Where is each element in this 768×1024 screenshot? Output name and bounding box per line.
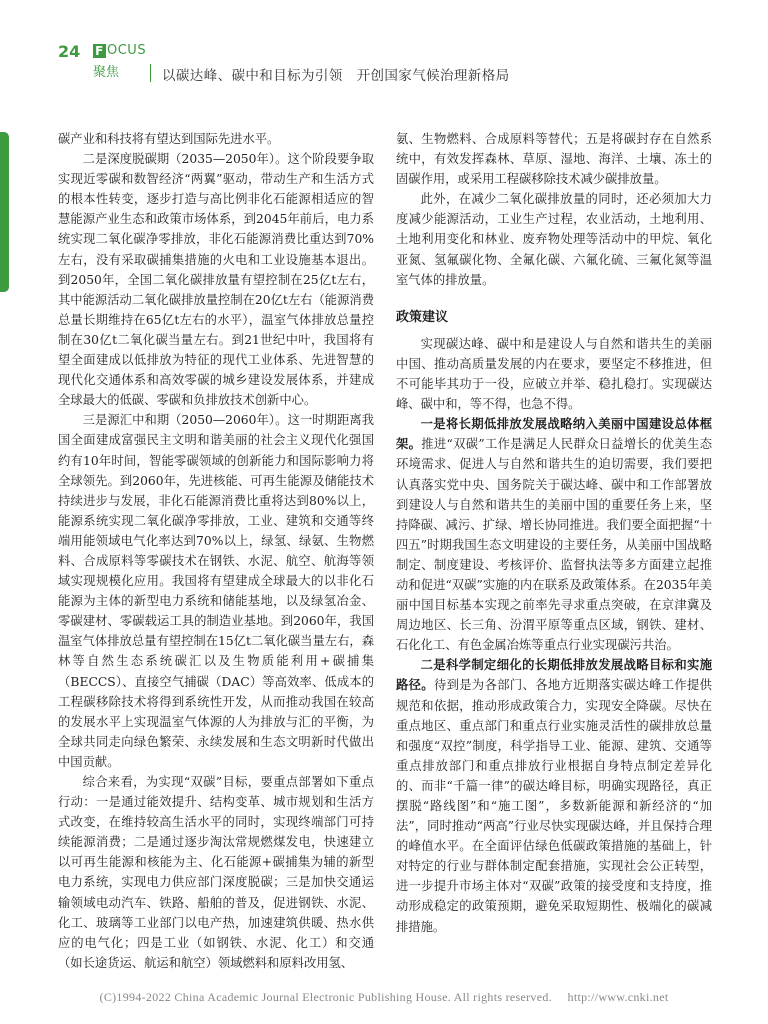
column-brand [93,44,146,80]
paragraph: 实现碳达峰、碳中和是建设人与自然和谐共生的美丽中国、推动高质量发展的内在要求，要坚定不移推进，但不可能毕其功于一役，应破立并举、稳扎稳打。实现碳达峰、碳中和，等不得，也急不得。 [396,336,712,412]
paragraph-lead: 一是将长期低排放发展战略纳入美丽中国建设总体框架。 [396,416,712,452]
paragraph: 三是源汇中和期（2050—2060年）。这一时期距离我国全面建成富强民主文明和谐美丽的社会主义现代化强国约有10年时间，智能零碳领域的创新能力和国际影响力将全球领先。到2060年，先进核能、可再生能源及储能技术持续进步与发展，非化石能源消费比重将达到80%以上，能源系统实现二氧化碳净零排放，工业、建筑和交通等终端用能领域电气化率达到70%以上，绿氢、绿氨、生物燃料、合成原料等零碳技术在钢铁、水泥、航空、航海等领域实现规模化应用。我国将有望建成全球最大的以非化石能源为主体的新型电力系统和储能基地，以及绿氢冶金、零碳建材、零碳载运工具的制造业基地。到2060年，我国温室气体排放总量有望控制在15亿t二氧化碳当量左右，森林等自然生态系统碳汇以及生物质能利用+碳捕集（BECCS）、直接空气捕碳（DAC）等高效率、低成本的工程碳移除技术将得到系统性开发，从而推动我国在较高的发展水平上实现温室气体源的人为排放与汇的平衡，为全球共同走向绿色繁荣、永续发展和生态文明新时代做出中国贡献。 [58,413,374,769]
page-number: 24 [58,42,81,61]
paragraph: 此外，在减少二氧化碳排放量的同时，还必须加大力度减少能源活动，工业生产过程，农业活动，土地利用、土地利用变化和林业、废弃物处理等活动中的甲烷、氧化亚氮、氢氟碳化物、全氟化碳、六氟化硫、三氟化氮等温室气体的排放量。 [396,192,712,287]
right-column [396,129,712,937]
section-edge-tab [0,132,9,292]
paragraph [396,414,712,655]
paragraph: 综合来看，为实现“双碳”目标，要重点部署如下重点行动：一是通过能效提升、结构变革、城市规划和生活方式改变，在维持较高生活水平的同时，实现终端部门可持续能源消费；二是通过逐步淘汰常规燃煤发电，快速建立以可再生能源和核能为主、化石能源+碳捕集为辅的新型电力系统，实现电力供应部门深度脱碳；三是加快交通运输领域电动汽车、铁路、船舶的普及，促进钢铁、水泥、化工、玻璃等工业部门以电产热，加速建筑供暖、热水供应的电气化；四是工业（如钢铁、水泥、化工）和交通（如长途货运、航运和航空）领域燃料和原料改用氢、 [58,775,374,970]
copyright-footer: (C)1994-2022 China Academic Journal Electronic Publishing House. All rights reserved. http://www.cnki.net [99,990,669,1004]
header-divider [150,64,151,82]
paragraph: 氨、生物燃料、合成原料等替代；五是将碳封存在自然系统中，有效发挥森林、草原、湿地、海洋、土壤、冻土的固碳作用，或采用工程碳移除技术减少碳排放量。 [396,132,712,187]
paragraph-body: 待到是为各部门、各地方近期落实碳达峰工作提供规范和依据，推动形成政策合力，实现安全降碳。尽快在重点地区、重点部门和重点行业实施灵活性的碳排放总量和强度“双控”制度，科学指导工业、能源、建筑、交通等重点排放部门和重点排放行业根据自身特点制定差异化的、而非“千篇一律”的碳达峰目标，明确实现路径，真正摆脱“路线图”和“施工图”，多数新能源和新经济的“加法”，同时推动“两高”行业尽快实现碳达峰，并且保持合理的峰值水平。在全面评估绿色低碳政策措施的基础上，针对特定的行业与群体制定配套措施，实现社会公正转型，进一步提升市场主体对“双碳”政策的接受度和支持度，推动形成稳定的政策预期，避免采取短期性、极端化的碳减排措施。 [396,678,712,934]
section-heading: 政策建议 [396,309,449,325]
paragraph-body: 推进“双碳”工作是满足人民群众日益增长的优美生态环境需求、促进人与自然和谐共生的迫切需要，我们要把认真落实党中央、国务院关于碳达峰、碳中和工作部署放到建设人与自然和谐共生的美丽中国的重要任务上来，坚持降碳、减污、扩绿、增长协同推进。我们要全面把握“十四五”时期我国生态文明建设的主要任务，从美丽中国战略制定、制度建设、考核评价、监督执法等多方面建立起推动和促进“双碳”实施的内在联系及政策体系。在2035年美丽中国目标基本实现之前率先寻求重点突破，在京津冀及周边地区、长三角、汾渭平原等重点区域，钢铁、建材、石化化工、有色金属冶炼等重点行业实现碳污共治。 [396,437,712,653]
paragraph: 碳产业和科技将有望达到国际先进水平。 [58,132,280,146]
paragraph-lead: 二是科学制定细化的长期低排放发展战略目标和实施路径。 [396,657,712,693]
brand-chinese: 聚焦 [93,65,120,80]
paragraph [396,655,712,936]
brand-english-rest: OCUS [107,43,147,58]
left-column [58,129,374,973]
brand-english [93,44,146,58]
brand-initial: F [93,44,106,58]
running-title: 以碳达峰、碳中和目标为引领 开创国家气候治理新格局 [162,68,510,84]
paragraph: 二是深度脱碳期（2035—2050年）。这个阶段要争取实现近零碳和数智经济“两翼”驱动，带动生产和生活方式的根本性转变，逐步打造与高比例非化石能源相适应的智慧能源产业生态和政策市场体系，到2045年前后，电力系统实现二氧化碳净零排放，非化石能源消费比重达到70%左右，没有采取碳捕集措施的火电和工业设施基本退出。到2050年，全国二氧化碳排放量有望控制在25亿t左右，其中能源活动二氧化碳排放量控制在20亿t左右（能源消费总量长期维持在65亿t左右的水平），温室气体排放总量控制在30亿t二氧化碳当量左右。到21世纪中叶，我国将有望全面建成以低排放为特征的现代工业体系、先进智慧的现代化交通体系和高效零碳的城乡建设发展体系，并建成全球最大的低碳、零碳和负排放技术创新中心。 [58,152,374,408]
